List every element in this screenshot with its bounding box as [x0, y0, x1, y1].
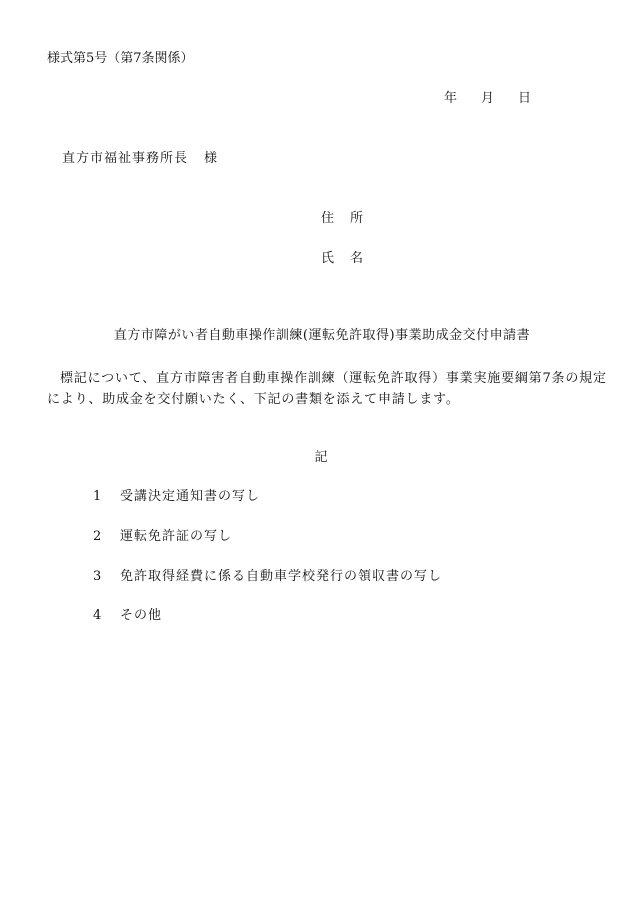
list-item	[93, 607, 162, 625]
name-label-char-2: 名	[350, 251, 364, 266]
list-item	[93, 488, 260, 506]
list-item	[93, 528, 232, 546]
list-item	[93, 568, 442, 586]
addressee	[62, 150, 218, 168]
item-text: 免許取得経費に係る自動車学校発行の領収書の写し	[120, 569, 443, 584]
item-number: 4	[93, 608, 103, 623]
item-text: 運転免許証の写し	[120, 529, 233, 544]
date-line	[444, 90, 531, 108]
body-text: 標記について、直方市障害者自動車操作訓練（運転免許取得）事業実施要綱第7条の規定により、助成金を交付願いたく、下記の書類を添えて申請します。	[47, 371, 607, 407]
document-title: 直方市障がい者自動車操作訓練(運転免許取得)事業助成金交付申請書	[113, 328, 531, 343]
address-label-char-2: 所	[350, 211, 364, 226]
item-text: 受講決定通知書の写し	[120, 489, 261, 504]
applicant-address-label	[321, 210, 363, 228]
item-number: 2	[93, 529, 103, 544]
addressee-honorific: 様	[204, 151, 219, 166]
item-number: 1	[93, 489, 103, 504]
ki-heading: 記	[314, 450, 328, 465]
addressee-name: 直方市福祉事務所長	[62, 151, 189, 166]
date-month-label: 月	[481, 91, 495, 106]
form-number: 様式第5号（第7条関係）	[47, 51, 194, 66]
name-label-char-1: 氏	[321, 251, 335, 266]
item-number: 3	[93, 569, 103, 584]
body-paragraph	[47, 368, 607, 410]
date-day-label: 日	[518, 91, 532, 106]
address-label-char-1: 住	[321, 211, 335, 226]
applicant-name-label	[321, 250, 363, 268]
date-year-label: 年	[444, 91, 458, 106]
item-text: その他	[120, 608, 163, 623]
